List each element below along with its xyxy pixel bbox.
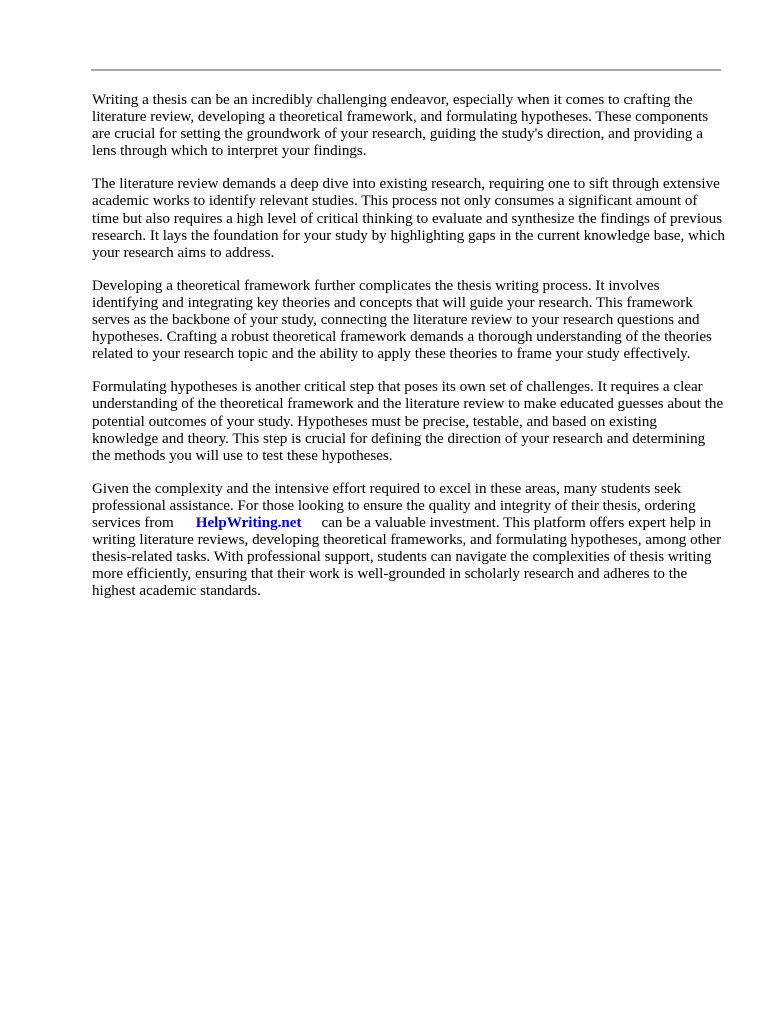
paragraph-conclusion bbox=[92, 481, 726, 601]
document-body bbox=[92, 92, 726, 616]
paragraph-theoretical-framework: Developing a theoretical framework further complicates the thesis writing process. It involves identifying and integrating key theories and concepts that will guide your research. This framework serves as the backbone of your study, connecting the literature review to your research questions and hypotheses. Crafting a robust theoretical framework demands a thorough understanding of the theories related to your research topic and the ability to apply these theories to frame your study effectively. bbox=[92, 277, 712, 363]
top-divider bbox=[91, 69, 721, 71]
paragraph-intro: Writing a thesis can be an incredibly challenging endeavor, especially when it comes to crafting the literature review, developing a theoretical framework, and formulating hypotheses. These components are crucial for setting the groundwork of your research, guiding the study's direction, and providing a lens through which to interpret your findings. bbox=[92, 92, 709, 160]
conclusion-text-after-link: can be a valuable investment. This platform offers expert help in writing literature reviews, developing theoretical frameworks, and formulating hypotheses, among other thesis-related tasks. With professional support, students can navigate the complexities of thesis writing more efficiently, ensuring that their work is well-grounded in scholarly research and adheres to the highest academic standards. bbox=[92, 514, 722, 600]
helpwriting-link[interactable]: HelpWriting.net bbox=[195, 514, 302, 531]
paragraph-literature-review: The literature review demands a deep dive into existing research, requiring one to sift through extensive academic works to identify relevant studies. This process not only consumes a significant amount of time but also requires a high level of critical thinking to evaluate and synthesize the findings of previous research. It lays the foundation for your study by highlighting gaps in the current knowledge base, which your research aims to address. bbox=[92, 176, 725, 261]
paragraph-hypotheses: Formulating hypotheses is another critical step that poses its own set of challenges. It requires a clear understanding of the theoretical framework and the literature review to make educated guesses about the potential outcomes of your study. Hypotheses must be precise, testable, and based on existing knowledge and theory. This step is crucial for defining the direction of your research and determining the methods you will use to test these hypotheses. bbox=[92, 379, 724, 464]
conclusion-text-before-link: Given the complexity and the intensive effort required to excel in these areas, many students seek professional assistance. For those looking to ensure the quality and integrity of their thesis, ordering services from bbox=[92, 480, 696, 531]
